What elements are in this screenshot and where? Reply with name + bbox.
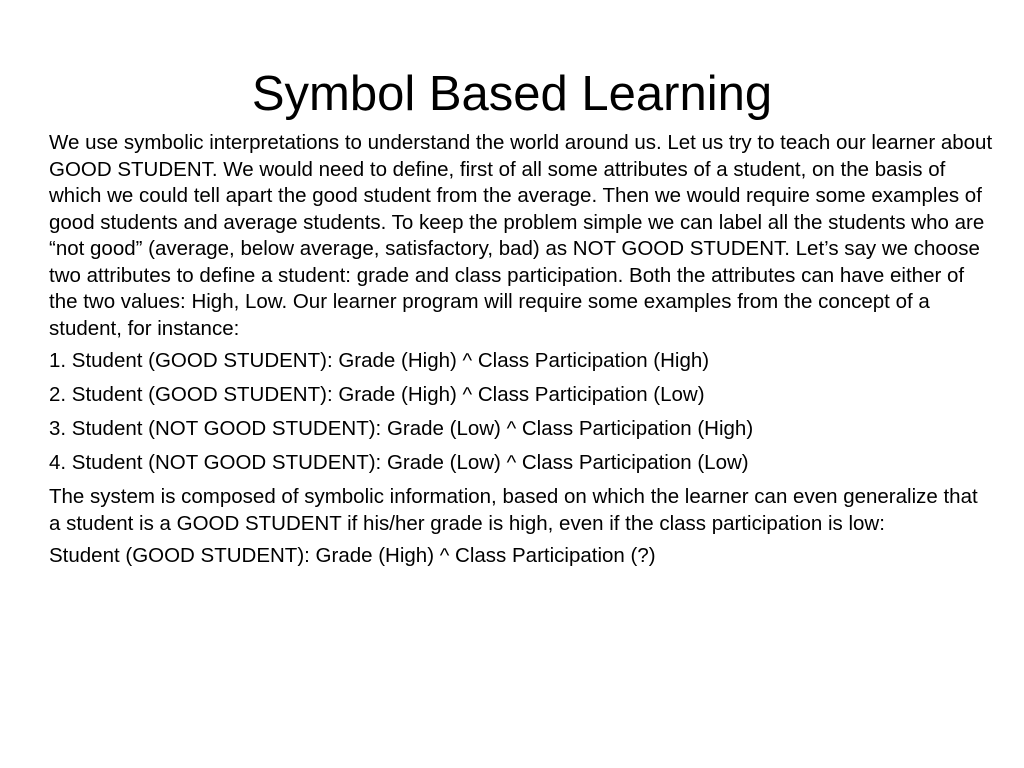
generalization-paragraph: The system is composed of symbolic information, based on which the learner can even generalize that a student is a GOOD STUDENT if his/her grade is high, even if the class participation is low:: [49, 485, 978, 535]
conclusion-line: Student (GOOD STUDENT): Grade (High) ^ Class Participation (?): [49, 544, 656, 567]
example-2: 2. Student (GOOD STUDENT): Grade (High) ^ Class Participation (Low): [49, 383, 705, 406]
example-4: 4. Student (NOT GOOD STUDENT): Grade (Low) ^ Class Participation (Low): [49, 451, 749, 474]
example-1: 1. Student (GOOD STUDENT): Grade (High) ^ Class Participation (High): [49, 349, 710, 372]
example-3: 3. Student (NOT GOOD STUDENT): Grade (Low) ^ Class Participation (High): [49, 417, 754, 440]
slide-body: [49, 130, 994, 577]
slide-title: Symbol Based Learning: [251, 67, 773, 121]
intro-paragraph: We use symbolic interpretations to understand the world around us. Let us try to teach our learner about GOOD STUDENT. We would need to define, first of all some attributes of a student, on the basis of which we could tell apart the good student from the average. Then we would require some examples of good students and average students. To keep the problem simple we can label all the students who are “not good” (average, below average, satisfactory, bad) as NOT GOOD STUDENT. Let’s say we choose two attributes to define a student: grade and class participation. Both the attributes can have either of the two values: High, Low. Our learner program will require some examples from the concept of a student, for instance:: [49, 131, 993, 340]
